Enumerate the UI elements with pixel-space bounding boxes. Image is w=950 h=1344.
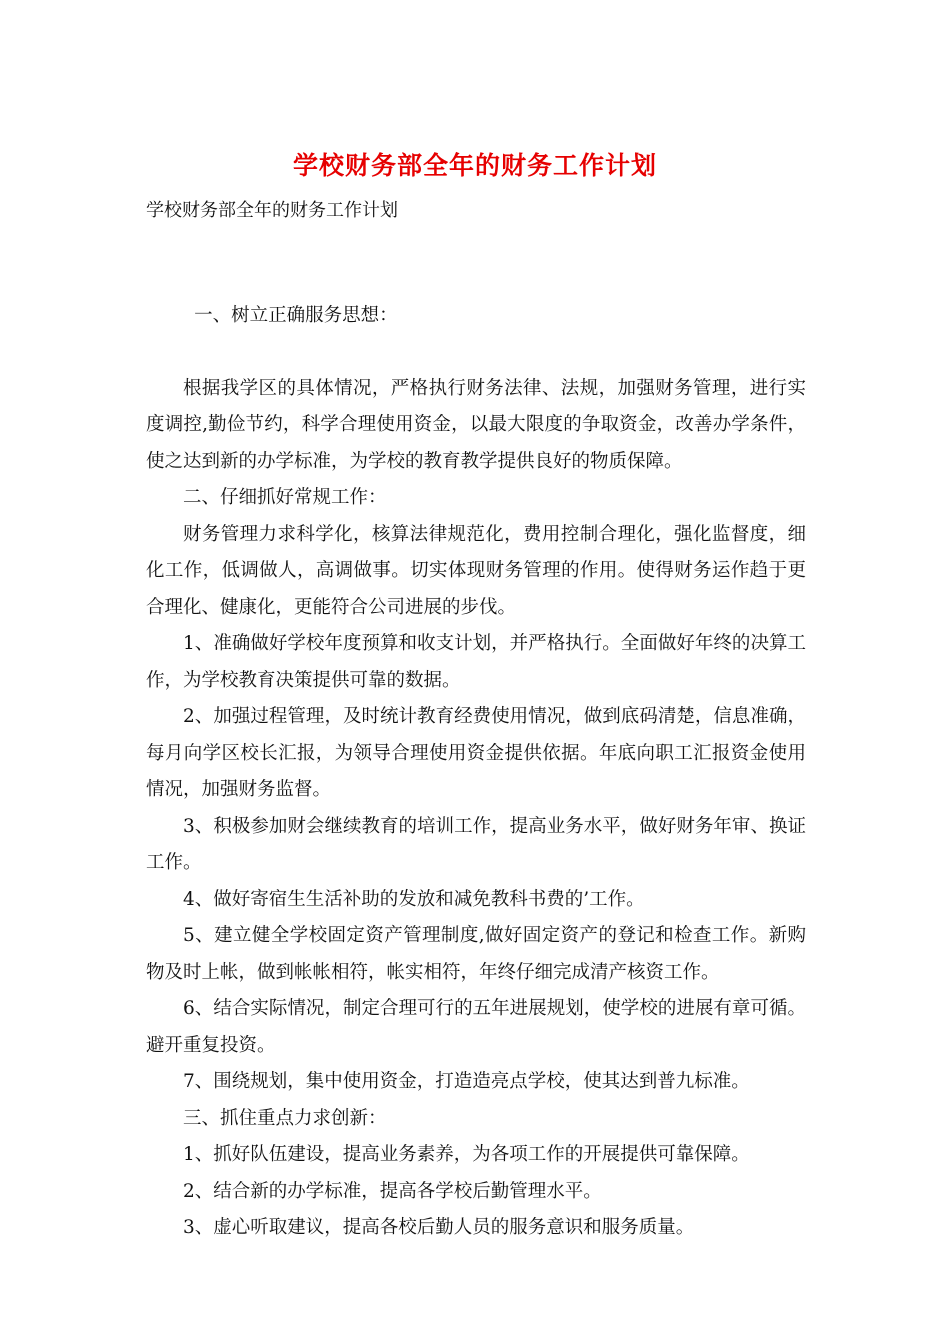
list-item: 1、准确做好学校年度预算和收支计划，并严格执行。全面做好年终的决算工作，为学校教育决策提供可靠的数据。 bbox=[146, 633, 806, 691]
document-body bbox=[146, 298, 806, 1247]
list-item: 6、结合实际情况，制定合理可行的五年进展规划，使学校的进展有章可循。避开重复投资。 bbox=[146, 998, 806, 1056]
list-item: 1、抓好队伍建设，提高业务素养，为各项工作的开展提供可靠保障。 bbox=[183, 1144, 750, 1165]
paragraph: 根据我学区的具体情况，严格执行财务法律、法规，加强财务管理，进行实度调控,勤俭节约，科学合理使用资金，以最大限度的争取资金，改善办学条件，使之达到新的办学标准，为学校的教育教学提供良好的物质保障。 bbox=[146, 377, 806, 472]
list-item: 3、积极参加财会继续教育的培训工作，提高业务水平，做好财务年审、换证工作。 bbox=[146, 815, 806, 873]
paragraph: 财务管理力求科学化，核算法律规范化，费用控制合理化，强化监督度，细化工作，低调做人，高调做事。切实体现财务管理的作用。使得财务运作趋于更合理化、健康化，更能符合公司进展的步伐。 bbox=[146, 523, 806, 618]
list-item: 4、做好寄宿生生活补助的发放和减免教科书费的’工作。 bbox=[183, 888, 645, 910]
document-title: 学校财务部全年的财务工作计划 bbox=[292, 151, 657, 180]
section-heading-3: 三、抓住重点力求创新： bbox=[183, 1107, 387, 1129]
list-item: 2、结合新的办学标准，提高各学校后勤管理水平。 bbox=[183, 1180, 602, 1202]
list-item: 5、建立健全学校固定资产管理制度,做好固定资产的登记和检查工作。新购物及时上帐，做到帐帐相符，帐实相符，年终仔细完成清产核资工作。 bbox=[146, 925, 806, 983]
list-item: 3、虚心听取建议，提高各校后勤人员的服务意识和服务质量。 bbox=[183, 1217, 695, 1238]
section-heading-1: 一、树立正确服务思想： bbox=[194, 305, 398, 326]
list-item: 2、加强过程管理，及时统计教育经费使用情况，做到底码清楚，信息准确，每月向学区校长汇报，为领导合理使用资金提供依据。年底向职工汇报资金使用情况，加强财务监督。 bbox=[146, 706, 806, 800]
section-heading-2: 二、仔细抓好常规工作： bbox=[183, 487, 387, 508]
list-item: 7、围绕规划，集中使用资金，打造造亮点学校，使其达到普九标准。 bbox=[183, 1071, 750, 1092]
document-subtitle: 学校财务部全年的财务工作计划 bbox=[146, 200, 398, 221]
